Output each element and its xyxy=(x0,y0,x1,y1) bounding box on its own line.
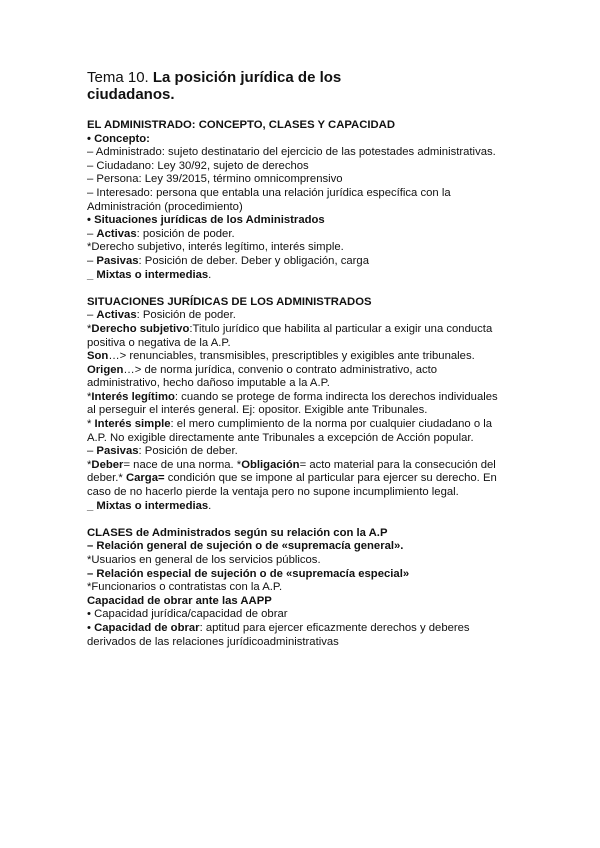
mixtas-label: _ Mixtas o intermedias xyxy=(87,268,209,281)
text-line: *Usuarios en general de los servicios públicos. xyxy=(87,554,321,566)
title-bold: La posición jurídica de los ciudadanos. xyxy=(87,69,342,103)
star: * xyxy=(87,322,92,335)
activas-text: : posición de poder. xyxy=(136,227,235,240)
obligacion-label: Obligación xyxy=(241,458,300,471)
deber-text: = nace de una norma. * xyxy=(123,458,242,471)
deber-label: Deber xyxy=(91,458,124,471)
spacer xyxy=(87,513,507,527)
activas-line xyxy=(87,309,507,323)
document-body xyxy=(87,119,507,649)
text-line: – Administrado: sujeto destinatario del ejercicio de las potestades administrativas. xyxy=(87,146,496,159)
obligacion-text: = acto material para la consecución del deber.* xyxy=(87,458,496,485)
text-line: • Capacidad jurídica/capacidad de obrar xyxy=(87,608,288,621)
son-label: Son xyxy=(87,350,109,363)
page-title xyxy=(87,69,387,103)
relacion-general-label xyxy=(87,540,507,554)
origen-para xyxy=(87,364,507,391)
son-text: …> renunciables, transmisibles, prescriptibles y exigibles ante tribunales. xyxy=(108,350,475,363)
relacion-general-text: – Relación general de sujeción o de «supremacía general». xyxy=(87,540,404,553)
concepto-label-text: • Concepto: xyxy=(87,132,150,145)
text-line: *Funcionarios o contratistas con la A.P. xyxy=(87,581,283,594)
title-prefix: Tema 10. xyxy=(87,69,153,86)
relacion-especial-text: – Relación especial de sujeción o de «supremacía especial» xyxy=(87,567,410,580)
derecho-subjetivo-text: :Titulo jurídico que habilita al particular a exigir una conducta positiva o negativa de la A.P. xyxy=(87,322,493,349)
dash: – xyxy=(87,227,97,240)
pasivas-line xyxy=(87,255,507,269)
son-para xyxy=(87,350,507,364)
interes-simple-label: Interés simple xyxy=(94,418,171,431)
section-heading xyxy=(87,296,507,310)
origen-text: …> de norma jurídica, convenio o contrato administrativo, acto administrativo, hecho dañoso imputable a la A.P. xyxy=(87,363,438,390)
situaciones-label xyxy=(87,214,507,228)
pasivas-text: : Posición de deber. Deber y obligación, carga xyxy=(138,254,369,267)
activas-label: Activas xyxy=(96,227,137,240)
capacidad-obrar-para xyxy=(87,622,507,649)
activas-text: : Posición de poder. xyxy=(136,309,236,322)
situaciones-label-text: • Situaciones jurídicas de los Administrados xyxy=(87,214,325,227)
text-line: *Derecho subjetivo, interés legítimo, interés simple. xyxy=(87,241,344,254)
interes-simple-text: : el mero cumplimiento de la norma por cualquier ciudadano o la A.P. No exigible directamente ante Tribunales a excepción de Acción popular. xyxy=(87,418,493,444)
derecho-subjetivo-para xyxy=(87,323,507,350)
capacidad-obrar-text: : aptitud para ejercer eficazmente derechos y deberes derivados de las relaciones jurídicoadministrativas xyxy=(87,621,470,648)
spacer xyxy=(87,282,507,296)
mixtas-line xyxy=(87,500,507,514)
derecho-subjetivo-label: Derecho subjetivo xyxy=(91,322,190,335)
interes-simple-para xyxy=(87,418,507,445)
pasivas-line xyxy=(87,445,507,459)
section-heading-text: CLASES de Administrados según su relación con la A.P xyxy=(87,526,388,539)
section-heading xyxy=(87,527,507,541)
deber-para xyxy=(87,459,507,500)
dot: . xyxy=(208,499,212,512)
dash: – xyxy=(87,254,97,267)
activas-label: Activas xyxy=(96,309,137,322)
concepto-label xyxy=(87,133,507,147)
star: * xyxy=(87,458,92,471)
section-heading-text: SITUACIONES JURÍDICAS DE LOS ADMINISTRADOS xyxy=(87,295,372,308)
origen-label: Origen xyxy=(87,363,124,376)
interes-legitimo-text: : cuando se protege de forma indirecta los derechos individuales al perseguir el interés general. Ej: opositor. Exigible ante Tribunales. xyxy=(87,390,498,417)
dash: – xyxy=(87,309,97,322)
star: * xyxy=(87,418,95,431)
capacidad-obrar-label: Capacidad de obrar xyxy=(94,621,200,634)
dot: . xyxy=(208,268,212,281)
section-heading xyxy=(87,119,507,133)
text-line: – Ciudadano: Ley 30/92, sujeto de derechos xyxy=(87,159,309,172)
carga-label: Carga= xyxy=(125,472,165,485)
text-line: – Persona: Ley 39/2015, término omnicomprensivo xyxy=(87,173,343,186)
carga-text: condición que se impone al particular para ejercer su derecho. En caso de no hacerlo pierde la ventaja pero no supone incumplimiento legal. xyxy=(87,472,497,499)
star: * xyxy=(87,390,92,403)
activas-line xyxy=(87,228,507,242)
dash: – xyxy=(87,445,97,458)
pasivas-text: : Posición de deber. xyxy=(138,445,238,458)
capacidad-heading-text: Capacidad de obrar ante las AAPP xyxy=(87,594,272,607)
text-line: – Interesado: persona que entabla una relación jurídica específica con la Administración (procedimiento) xyxy=(87,186,451,213)
pasivas-label: Pasivas xyxy=(96,254,139,267)
interes-legitimo-para xyxy=(87,391,507,418)
mixtas-label: _ Mixtas o intermedias xyxy=(87,499,209,512)
capacidad-heading xyxy=(87,595,507,609)
bullet: • xyxy=(87,621,95,634)
mixtas-line xyxy=(87,269,507,283)
section-heading-text: EL ADMINISTRADO: CONCEPTO, CLASES Y CAPACIDAD xyxy=(87,119,395,131)
relacion-especial-label xyxy=(87,568,507,582)
pasivas-label: Pasivas xyxy=(96,445,139,458)
interes-legitimo-label: Interés legítimo xyxy=(91,390,175,403)
